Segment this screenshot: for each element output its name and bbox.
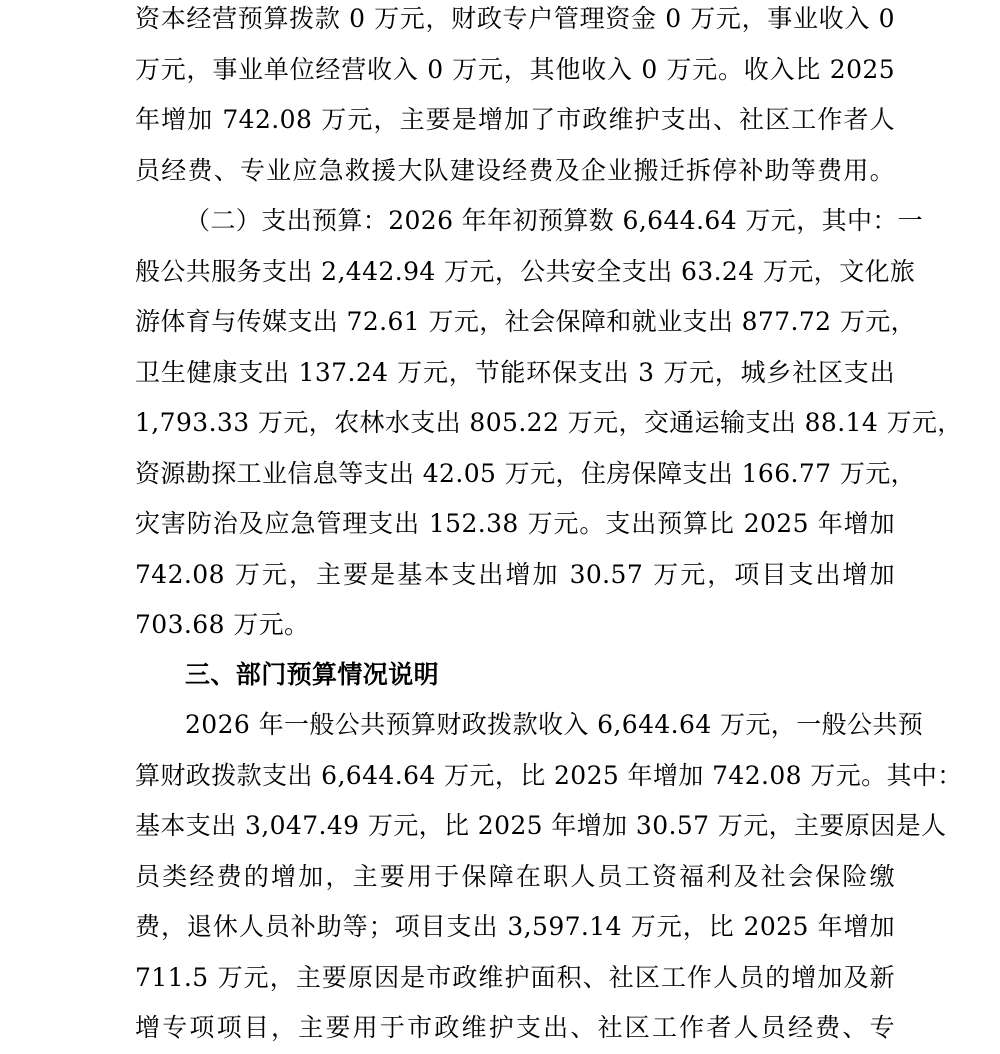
text-line: 万元，事业单位经营收入 0 万元，其他收入 0 万元。收入比 2025 [135,54,895,84]
text-line: 增专项项目，主要用于市政维护支出、社区工作者人员经费、专 [135,1013,895,1042]
text-line: 灾害防治及应急管理支出 152.38 万元。支出预算比 2025 年增加 [135,509,895,538]
text-line: 资源勘探工业信息等支出 42.05 万元，住房保障支出 166.77 万元， [135,458,917,488]
text-line: 费，退休人员补助等；项目支出 3,597.14 万元，比 2025 年增加 [135,912,895,941]
text-line: 742.08 万元，主要是基本支出增加 30.57 万元，项目支出增加 [135,559,895,589]
section-heading: 三、部门预算情况说明 [185,660,440,689]
text-line: 员经费、专业应急救援大队建设经费及企业搬迁拆停补助等费用。 [135,155,895,185]
text-line: 员类经费的增加，主要用于保障在职人员工资福利及社会保险缴 [135,861,895,891]
text-line: 711.5 万元，主要原因是市政维护面积、社区工作人员的增加及新 [135,962,895,992]
text-line: 基本支出 3,047.49 万元，比 2025 年增加 30.57 万元，主要原因是人 [135,811,947,840]
text-line: 2026 年一般公共预算财政拨款收入 6,644.64 万元，一般公共预 [185,710,924,739]
text-line: 年增加 742.08 万元，主要是增加了市政维护支出、社区工作者人 [135,105,895,134]
text-line: 703.68 万元。 [135,610,310,639]
paragraph-department [135,700,963,1054]
text-line: 算财政拨款支出 6,644.64 万元，比 2025 年增加 742.08 万元。其中： [135,760,963,790]
text-line: 1,793.33 万元，农林水支出 805.22 万元，交通运输支出 88.14 万元， [135,408,963,437]
text-line: 资本经营预算拨款 0 万元，财政专户管理资金 0 万元，事业收入 0 [135,4,895,33]
paragraph-expenditure [135,196,963,651]
text-line: （二）支出预算：2026 年年初预算数 6,644.64 万元，其中：一 [185,206,924,235]
text-line: 般公共服务支出 2,442.94 万元，公共安全支出 63.24 万元，文化旅 [135,256,916,286]
text-line: 游体育与传媒支出 72.61 万元，社会保障和就业支出 877.72 万元， [135,307,917,336]
text-line: 卫生健康支出 137.24 万元，节能环保支出 3 万元，城乡社区支出 [135,357,895,387]
paragraph-income-tail [135,0,895,196]
section-heading-block [135,650,895,701]
